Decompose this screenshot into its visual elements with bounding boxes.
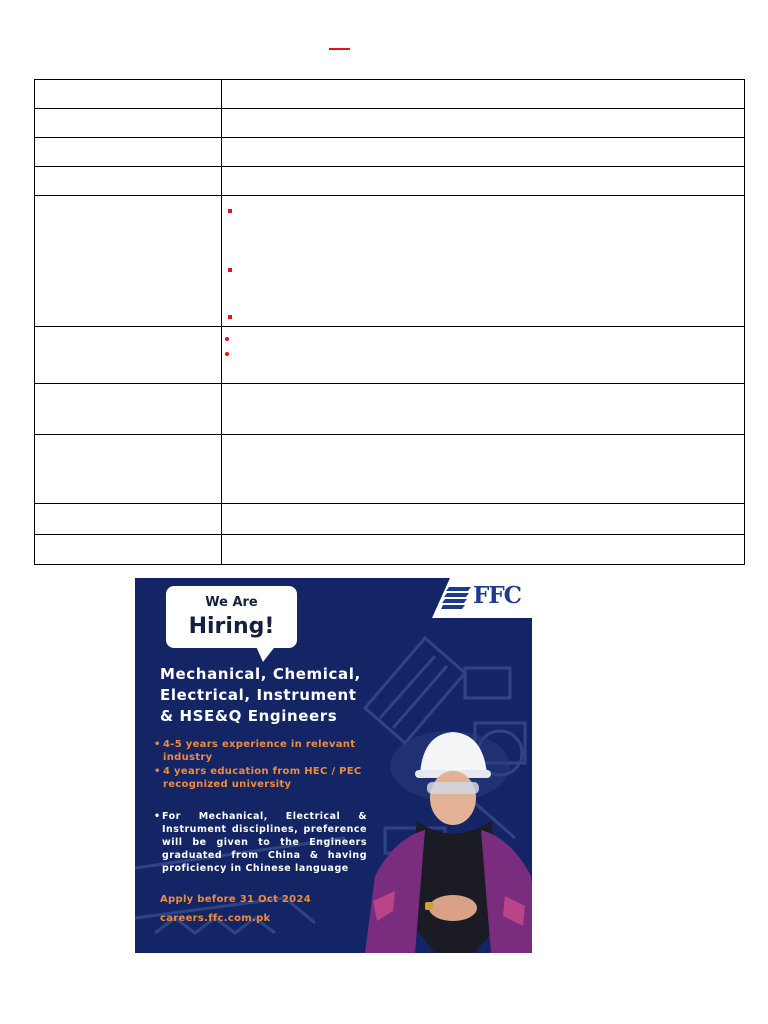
poster-headline <box>160 664 370 727</box>
hiring-poster <box>135 578 532 953</box>
table-cell-label <box>35 196 222 326</box>
table-row <box>35 108 744 137</box>
bubble-big-text: Hiring! <box>188 614 275 639</box>
preference-list <box>154 810 367 875</box>
table-cell-label <box>35 327 222 383</box>
speech-bubble-tail-icon <box>255 644 277 664</box>
table-cell-label <box>35 109 222 137</box>
table-cell-value <box>222 138 744 166</box>
square-bullet-icon <box>228 209 232 213</box>
ffc-logo-text: FFC <box>473 582 521 609</box>
table-cell-label <box>35 384 222 434</box>
table-row <box>35 383 744 434</box>
table-row <box>35 534 744 564</box>
table-cell-value <box>222 535 744 564</box>
table-row <box>35 503 744 534</box>
table-cell-label <box>35 504 222 534</box>
ffc-logo-mark-icon <box>441 587 471 611</box>
square-bullet-icon <box>228 315 232 319</box>
apply-deadline: Apply before 31 Oct 2024 <box>160 894 311 905</box>
table-cell-label <box>35 535 222 564</box>
table-cell-value <box>222 167 744 195</box>
table-cell-value <box>222 80 744 108</box>
table-cell-label <box>35 167 222 195</box>
headline-line: Electrical, Instrument <box>160 686 357 704</box>
square-bullet-icon <box>228 268 232 272</box>
round-bullet-icon <box>225 337 229 341</box>
table-row <box>35 166 744 195</box>
bubble-small-text: We Are <box>205 595 258 610</box>
table-cell-value <box>222 384 744 434</box>
requirement-item: • 4 years education from HEC / PEC recognized university <box>154 765 369 791</box>
table-cell-label <box>35 138 222 166</box>
round-bullet-icon <box>225 352 229 356</box>
speech-bubble <box>166 586 297 648</box>
table-row <box>35 137 744 166</box>
table-cell-value <box>222 435 744 503</box>
table-cell-value <box>222 327 744 383</box>
red-dash <box>329 48 350 50</box>
table-row <box>35 326 744 383</box>
table-cell-label <box>35 80 222 108</box>
table-cell-label <box>35 435 222 503</box>
table-cell-value <box>222 504 744 534</box>
table-cell-value <box>222 109 744 137</box>
headline-line: & HSE&Q Engineers <box>160 707 338 725</box>
table-row <box>35 195 744 326</box>
job-info-table <box>34 79 745 565</box>
engineer-photo <box>355 726 532 953</box>
table-row <box>35 434 744 503</box>
table-cell-value <box>222 196 744 326</box>
preference-item: • For Mechanical, Electrical & Instrument disciplines, preference will be given to the Engineers graduated from China & having proficiency in Chinese language <box>154 810 367 875</box>
careers-website: careers.ffc.com.pk <box>160 913 271 924</box>
headline-line: Mechanical, Chemical, <box>160 665 361 683</box>
requirement-item: • 4-5 years experience in relevant industry <box>154 738 369 764</box>
table-row <box>35 80 744 108</box>
requirements-list <box>154 738 369 792</box>
